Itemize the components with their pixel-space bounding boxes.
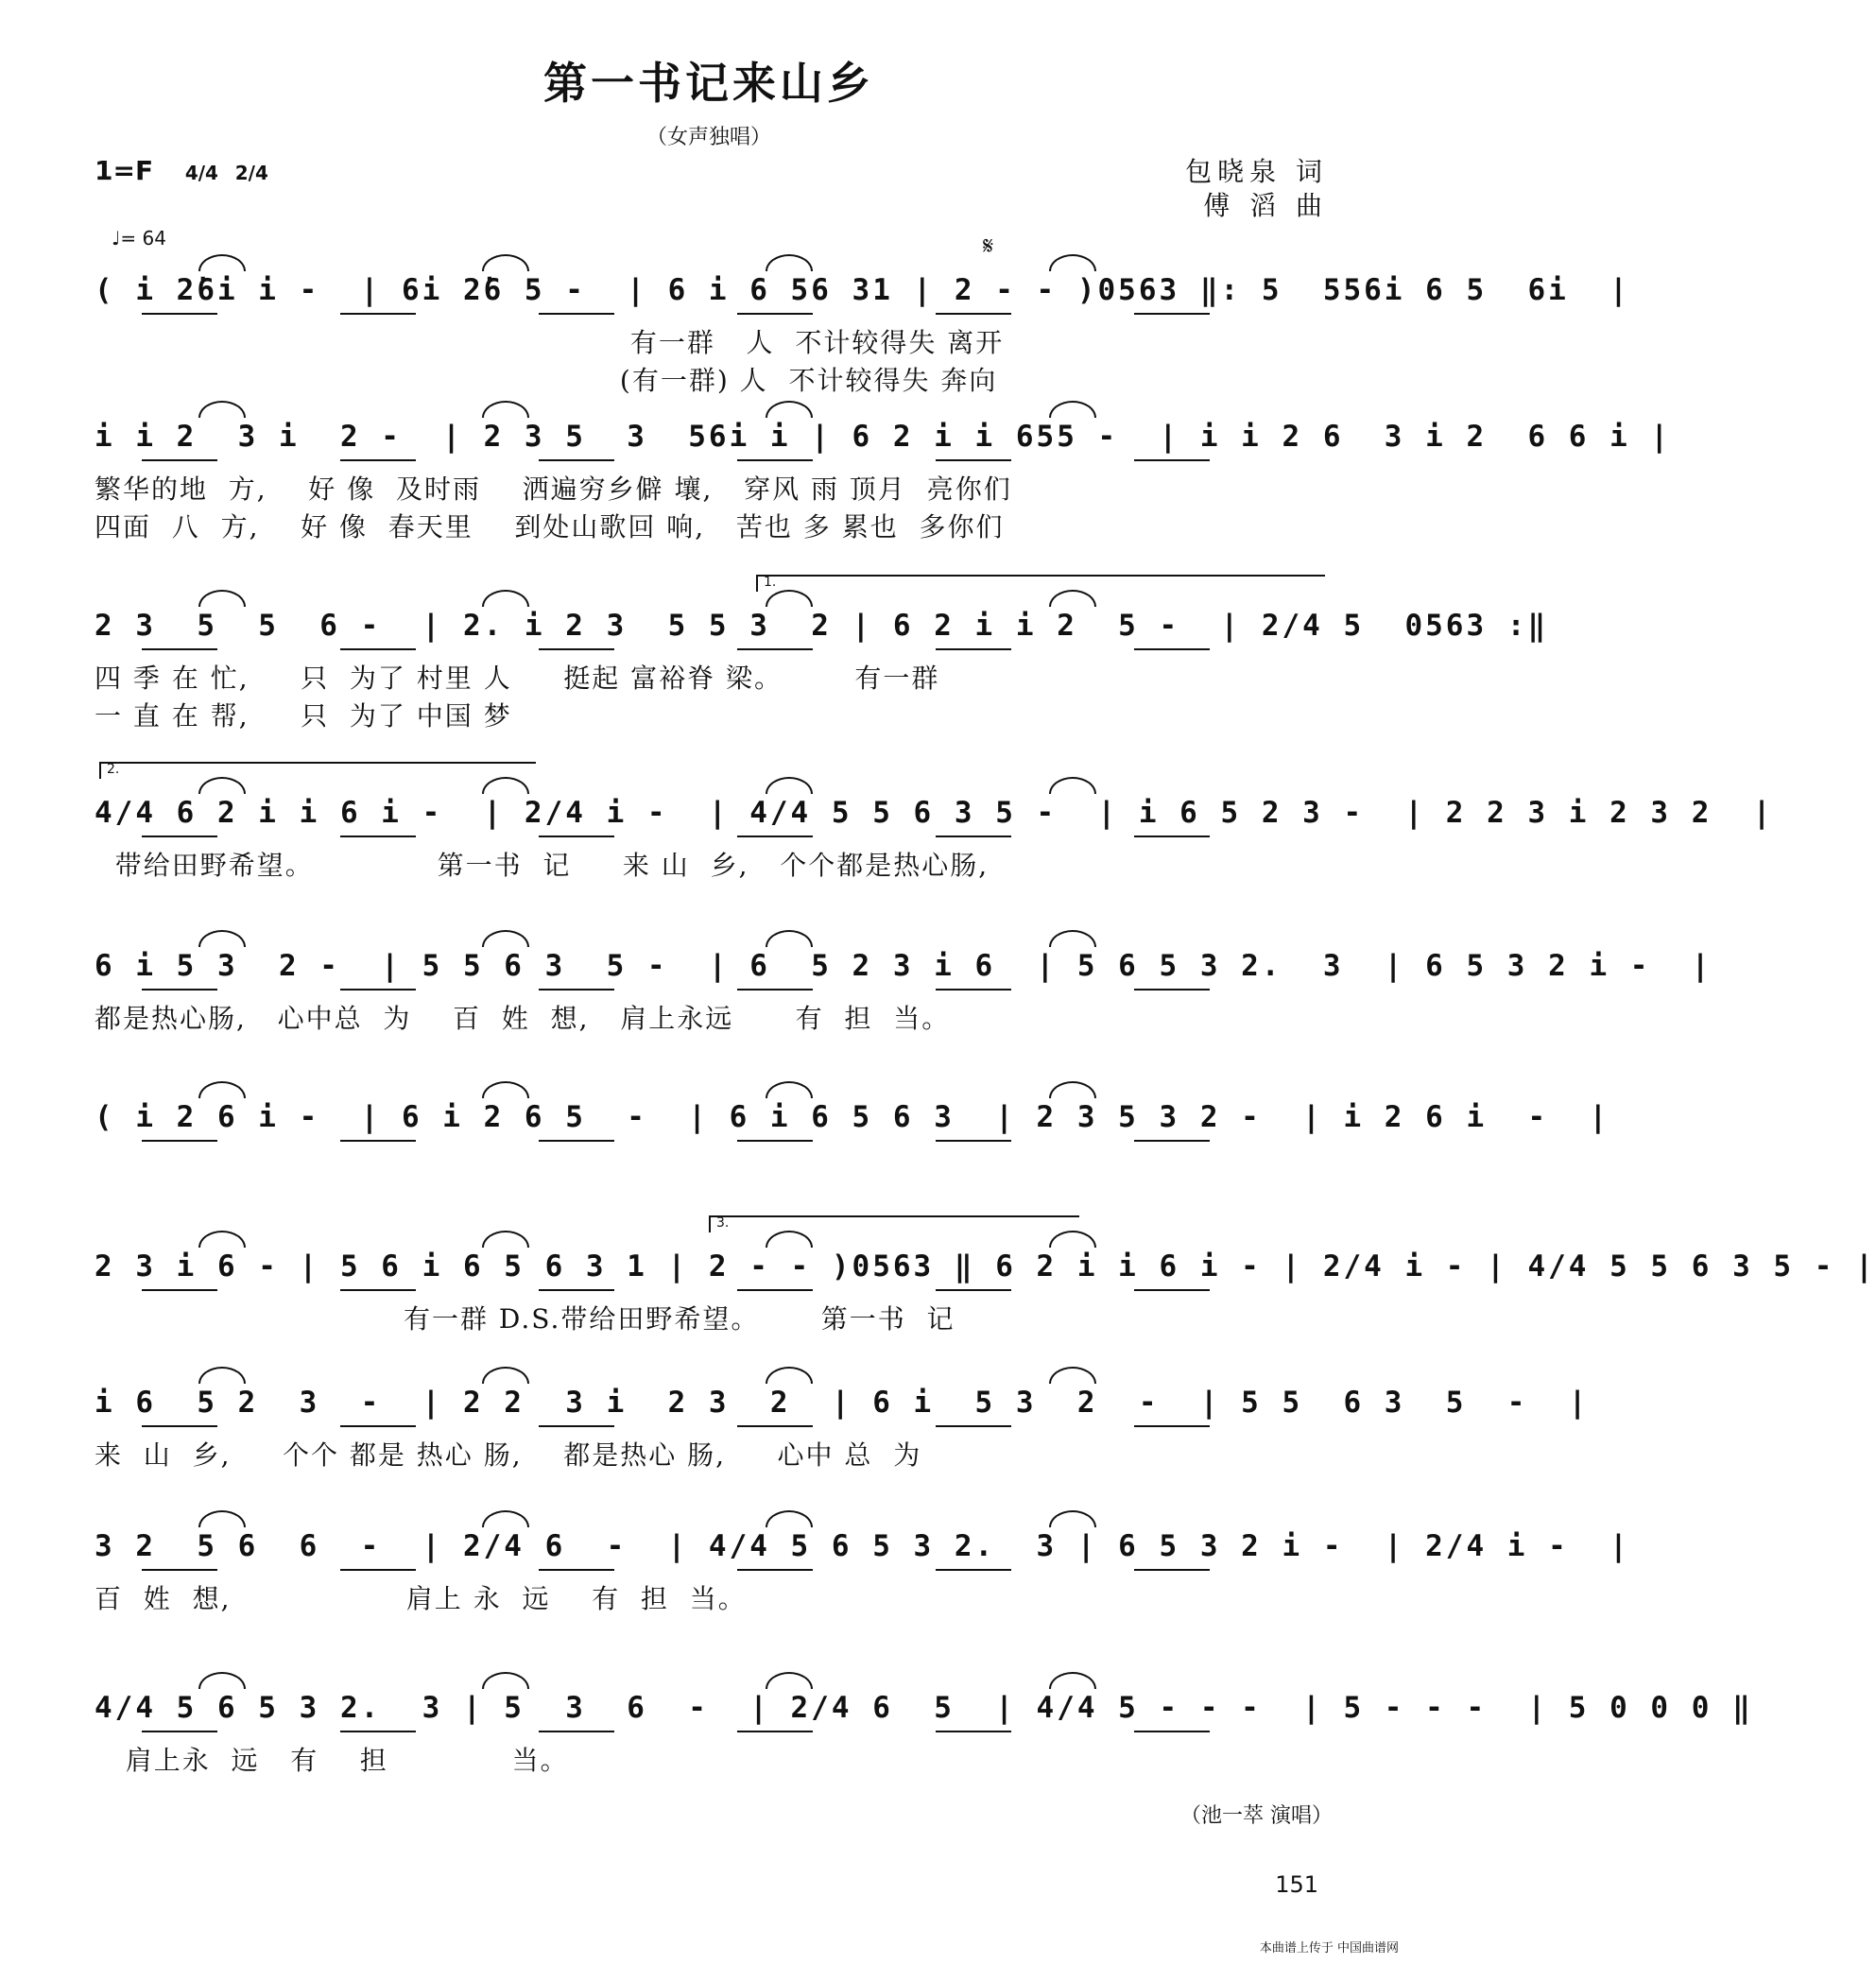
beam-line: [340, 648, 416, 650]
beam-line: [142, 1289, 217, 1291]
beam-line: [737, 313, 813, 315]
beam-line: [539, 1731, 614, 1732]
beam-line: [737, 836, 813, 837]
notation-line: i i 2 3 i 2 - | 2 3 5 3 56i i | 6 2 i i 655 - | i i 2 6 3 i 2 6 6 i |: [95, 420, 1672, 454]
beam-line: [142, 836, 217, 837]
notation-line: 2 3 i 6 - | 5 6 i 6 5 6 3 1 | 2 - - )0563 ‖ 6 2 i i 6 i - | 2/4 i - | 4/4 5 5 6 3 5 - |: [95, 1249, 1876, 1283]
notation-line: ( i 2̇6i i - | 6i 2̇6 5 - | 6 i 6 56 31 | 2 - - )0563 ‖: 5 556i 6 5 6i |: [95, 273, 1630, 307]
lyric-line: 百 姓 想, 肩上 永 远 有 担 当。: [95, 1583, 747, 1614]
notation-line: 6 i 5 3 2 - | 5 5 6 3 5 - | 6 5 2 3 i 6 | 5 6 5 3 2. 3 | 6 5 3 2 i - |: [95, 949, 1712, 983]
beam-line: [142, 648, 217, 650]
volta-bracket: 3.: [709, 1215, 1079, 1232]
notation-line: i 6 5 2 3 - | 2 2 3 i 2 3 2 | 6 i 5 3 2 - | 5 5 6 3 5 - |: [95, 1386, 1590, 1420]
notation-line: 4/4 5 6 5 3 2. 3 | 5 3 6 - | 2/4 6 5 | 4/4 5 - - - | 5 - - - | 5 0 0 0 ‖: [95, 1691, 1753, 1725]
notation-line: 3 2 5 6 6 - | 2/4 6 - | 4/4 5 6 5 3 2. 3 | 6 5 3 2 i - | 2/4 i - |: [95, 1529, 1630, 1563]
beam-line: [539, 648, 614, 650]
beam-line: [1134, 313, 1210, 315]
beam-line: [340, 1731, 416, 1732]
beam-line: [1134, 836, 1210, 837]
performer-credit: （池一萃 演唱）: [1180, 1804, 1333, 1828]
beam-line: [1134, 989, 1210, 991]
lyric-line: 肩上永 远 有 担 当。: [95, 1745, 569, 1776]
beam-line: [539, 459, 614, 461]
notation-line: 2 3 5 5 6 - | 2. i 2 3 5 5 3 2 | 6 2 i i 2 5 - | 2/4 5 0563 :‖: [95, 609, 1549, 643]
beam-line: [737, 1425, 813, 1427]
lyric-line: 一 直 在 帮, 只 为了 中国 梦: [95, 700, 512, 732]
beam-line: [142, 313, 217, 315]
music-system: [0, 1687, 1753, 1867]
beam-line: [936, 1425, 1011, 1427]
lyric-line: 繁华的地 方, 好 像 及时雨 洒遍穷乡僻 壤, 穿风 雨 顶月 亮你们: [95, 474, 1012, 505]
tempo-marking: ♩= 64: [112, 227, 166, 250]
lyric-line: 有一群 人 不计较得失 离开: [95, 327, 1005, 358]
beam-line: [737, 459, 813, 461]
page-number: 151: [1275, 1871, 1318, 1898]
slur-mark: [482, 254, 529, 271]
volta-bracket: 1.: [756, 575, 1325, 592]
lyric-line: 来 山 乡, 个个 都是 热心 肠, 都是热心 肠, 心中 总 为: [95, 1439, 922, 1471]
beam-line: [142, 1140, 217, 1142]
lyric-line: 带给田野希望。 第一书 记 来 山 乡, 个个都是热心肠,: [95, 850, 990, 881]
key-label: 1=F: [95, 155, 154, 186]
beam-line: [539, 1289, 614, 1291]
beam-line: [340, 836, 416, 837]
beam-line: [1134, 1731, 1210, 1732]
beam-line: [737, 648, 813, 650]
lyric-line: 都是热心肠, 心中总 为 百 姓 想, 肩上永远 有 担 当。: [95, 1003, 951, 1034]
slur-mark: [766, 254, 813, 271]
beam-line: [1134, 1289, 1210, 1291]
beam-line: [340, 1425, 416, 1427]
beam-line: [142, 1569, 217, 1571]
beam-line: [1134, 459, 1210, 461]
key-signature: [95, 155, 268, 186]
beam-line: [936, 1289, 1011, 1291]
segno-icon: 𝄋: [983, 233, 994, 261]
lyric-line: 有一群 D.S.带给田野希望。 第一书 记: [95, 1303, 955, 1335]
beam-line: [936, 1569, 1011, 1571]
composer-credit: 傅 滔 曲: [1203, 190, 1328, 221]
beam-line: [737, 1731, 813, 1732]
beam-line: [340, 1289, 416, 1291]
lyric-line: 四面 八 方, 好 像 春天里 到处山歌回 响, 苦也 多 累也 多你们: [95, 511, 1005, 543]
music-system: [0, 416, 1672, 595]
beam-line: [936, 1731, 1011, 1732]
lyric-line: (有一群) 人 不计较得失 奔向: [95, 365, 998, 396]
beam-line: [539, 836, 614, 837]
beam-line: [340, 1140, 416, 1142]
beam-line: [1134, 648, 1210, 650]
song-title: 第一书记来山乡: [543, 58, 874, 109]
beam-line: [142, 459, 217, 461]
beam-line: [340, 459, 416, 461]
site-footer: 本曲谱上传于 中国曲谱网: [1259, 1941, 1399, 1955]
lyric-line: 四 季 在 忙, 只 为了 村里 人 挺起 富裕脊 梁。 有一群: [95, 663, 940, 694]
lyricist-credit: 包晓泉 词: [1185, 156, 1328, 187]
beam-line: [737, 1569, 813, 1571]
beam-line: [1134, 1140, 1210, 1142]
beam-line: [737, 1140, 813, 1142]
beam-line: [142, 1425, 217, 1427]
beam-line: [340, 313, 416, 315]
slur-mark: [1049, 254, 1096, 271]
beam-line: [539, 1569, 614, 1571]
beam-line: [936, 648, 1011, 650]
beam-line: [1134, 1425, 1210, 1427]
beam-line: [142, 989, 217, 991]
beam-line: [737, 1289, 813, 1291]
beam-line: [737, 989, 813, 991]
beam-line: [539, 1140, 614, 1142]
beam-line: [142, 1731, 217, 1732]
beam-line: [936, 836, 1011, 837]
beam-line: [539, 1425, 614, 1427]
notation-line: ( i 2 6 i - | 6 i 2 6 5 - | 6 i 6 5 6 3 | 2 3 5 3 2 - | i 2 6 i - |: [95, 1100, 1610, 1134]
volta-bracket: 2.: [99, 762, 536, 779]
beam-line: [936, 989, 1011, 991]
beam-line: [936, 313, 1011, 315]
beam-line: [539, 989, 614, 991]
beam-line: [936, 459, 1011, 461]
notation-line: 4/4 6 2 i i 6 i - | 2/4 i - | 4/4 5 5 6 3 5 - | i 6 5 2 3 - | 2 2 3 i 2 3 2 |: [95, 796, 1774, 830]
song-subtitle: （女声独唱）: [645, 126, 771, 149]
beam-line: [936, 1140, 1011, 1142]
beam-line: [539, 313, 614, 315]
time-signature-4-4: 4/4: [184, 162, 218, 184]
time-signature-2-4: 2/4: [234, 162, 268, 184]
slur-mark: [198, 254, 246, 271]
beam-line: [340, 989, 416, 991]
music-system: [0, 605, 1549, 784]
beam-line: [340, 1569, 416, 1571]
beam-line: [1134, 1569, 1210, 1571]
